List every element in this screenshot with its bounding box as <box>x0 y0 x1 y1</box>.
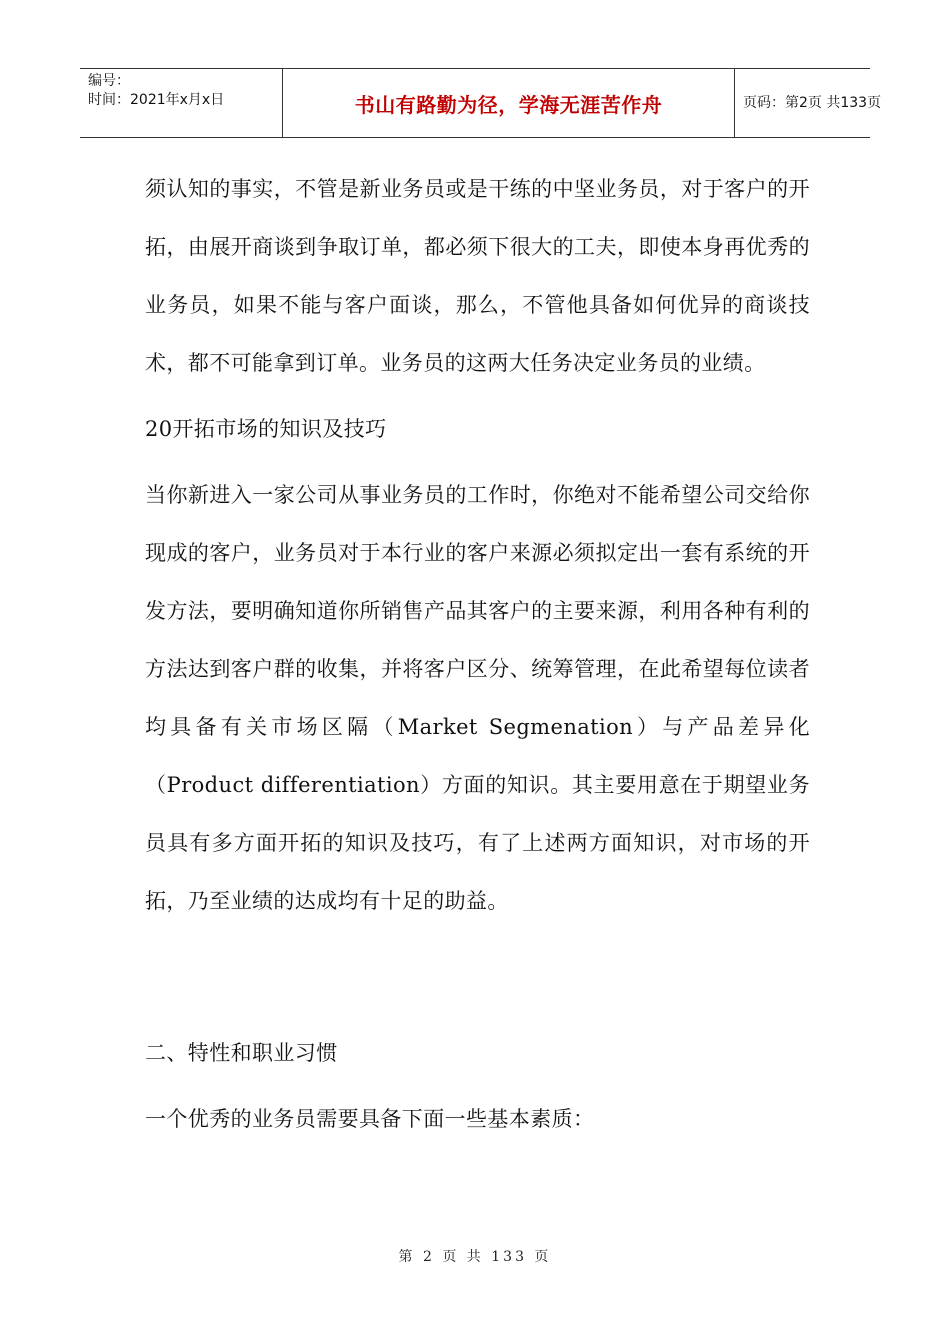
section-heading-traits: 二、特性和职业习惯 <box>145 1041 338 1065</box>
header-right-cell <box>735 69 882 137</box>
header-middle-cell <box>282 69 735 137</box>
spacer <box>145 1082 810 1090</box>
header-left-cell <box>80 69 282 137</box>
header-motto: 书山有路勤为径，学海无涯苦作舟 <box>354 93 663 117</box>
spacer <box>145 930 810 1024</box>
document-time-label: 时间：2021年x月x日 <box>88 92 225 108</box>
spacer <box>145 392 810 400</box>
document-number-label: 编号： <box>88 73 130 89</box>
header-page-code: 页码：第2页 共133页 <box>743 95 882 111</box>
body-paragraph-2: 当你新进入一家公司从事业务员的工作时，你绝对不能希望公司交给你现成的客户，业务员对于本行业的客户来源必须拟定出一套有系统的开发方法，要明确知道你所销售产品其客户的主要来源，利用各种有利的方法达到客户群的收集，并将客户区分、统筹管理，在此希望每位读者均具备有关市场区隔（Market Segmenation）与产品差异化（Product differentiation）方面的知识。其主要用意在于期望业务员具有多方面开拓的知识及技巧，有了上述两方面知识，对市场的开拓，乃至业绩的达成均有十足的助益。 <box>145 483 810 913</box>
document-body <box>145 160 810 1148</box>
page-footer: 第 2 页 共 133 页 <box>398 1249 552 1265</box>
spacer <box>145 458 810 466</box>
body-paragraph-3: 一个优秀的业务员需要具备下面一些基本素质： <box>145 1107 595 1131</box>
body-paragraph-1: 须认知的事实，不管是新业务员或是干练的中坚业务员，对于客户的开拓，由展开商谈到争取订单，都必须下很大的工夫，即使本身再优秀的业务员，如果不能与客户面谈，那么，不管他具备如何优异的商谈技术，都不可能拿到订单。业务员的这两大任务决定业务员的业绩。 <box>145 177 810 375</box>
section-heading-market: 20开拓市场的知识及技巧 <box>145 417 387 441</box>
page-header <box>80 68 882 138</box>
